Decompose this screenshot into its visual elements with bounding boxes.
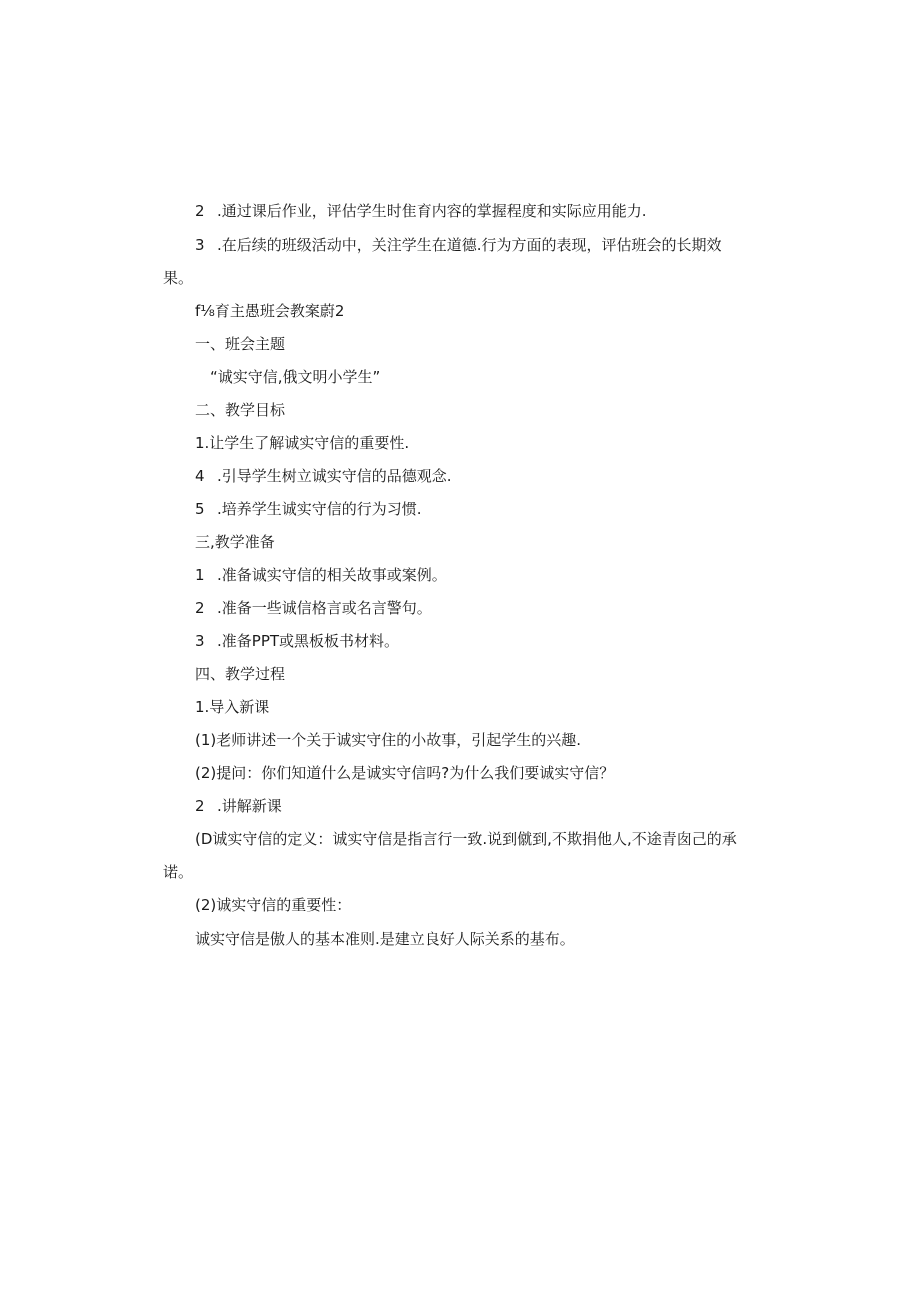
list-number: 5 <box>195 500 205 518</box>
paragraph-line <box>195 631 399 651</box>
paragraph-line <box>195 829 737 849</box>
list-number: 3 <box>195 632 205 650</box>
paragraph-line <box>195 796 282 816</box>
paragraph-line <box>195 433 409 453</box>
line-text: f⅛育主愚班会教案蔚2 <box>195 302 345 320</box>
list-number: 2 <box>195 202 205 220</box>
paragraph-line <box>195 929 575 949</box>
list-number: 4 <box>195 467 205 485</box>
line-text: (2)诚实守信的重要性： <box>195 896 352 914</box>
list-number: 2 <box>195 599 205 617</box>
line-text: 1.让学生了解诚实守信的重要性. <box>195 434 410 452</box>
heading <box>195 532 275 552</box>
heading <box>195 400 285 420</box>
paragraph-line <box>163 862 193 882</box>
line-text: 三,教学准备 <box>195 533 275 551</box>
line-text: .引导学生树立诚实守信的品德观念. <box>217 467 452 485</box>
paragraph-line <box>195 697 269 717</box>
line-text: (1)老师讲述一个关于诚实守住的小故事，引起学生的兴趣. <box>195 731 582 749</box>
line-text: 诚实守信是傲人的基本准则.是建立良好人际关系的基布。 <box>195 930 575 948</box>
line-text: (D诚实守信的定义：诚实守信是指言行一致.说到僦到,不欺捐他人,不途青囱己的承 <box>195 830 737 848</box>
line-text: (2)提问：你们知道什么是诚实守信吗?为什么我们要诚实守信？ <box>195 764 615 782</box>
heading <box>195 334 285 354</box>
line-text: .准备PPT或黑板板书材料。 <box>217 632 400 650</box>
paragraph-line <box>195 466 452 486</box>
paragraph-line <box>195 201 647 221</box>
list-number: 3 <box>195 236 205 254</box>
paragraph-line <box>195 565 447 585</box>
line-text: 一、班会主题 <box>195 335 286 353</box>
line-text: 诺。 <box>163 863 194 881</box>
section-title <box>195 301 344 321</box>
line-text: 果。 <box>163 269 194 287</box>
theme-quote <box>210 367 380 387</box>
paragraph-line <box>195 763 614 783</box>
paragraph-line <box>195 730 581 750</box>
paragraph-line <box>195 235 722 255</box>
list-number: 2 <box>195 797 205 815</box>
line-text: .在后续的班级活动中，关注学生在道德.行为方面的表现，评估班会的长期效 <box>217 236 722 254</box>
paragraph-line <box>195 895 351 915</box>
paragraph-line <box>163 268 193 288</box>
heading <box>195 664 285 684</box>
line-text: .培养学生诚实守信的行为习惯. <box>217 500 422 518</box>
line-text: .讲解新课 <box>217 797 282 815</box>
line-text: .准备一些诚信格言或名言警句。 <box>217 599 432 617</box>
line-text: 二、教学目标 <box>195 401 286 419</box>
line-text: 1.导入新课 <box>195 698 270 716</box>
line-text: .通过课后作业，评估学生时隹育内容的掌握程度和实际应用能力. <box>217 202 647 220</box>
paragraph-line <box>195 499 422 519</box>
line-text: “诚实守信,俄文明小学生” <box>210 368 381 386</box>
list-number: 1 <box>195 566 205 584</box>
line-text: 四、教学过程 <box>195 665 286 683</box>
line-text: .准备诚实守信的相关故事或案例。 <box>217 566 447 584</box>
paragraph-line <box>195 598 432 618</box>
